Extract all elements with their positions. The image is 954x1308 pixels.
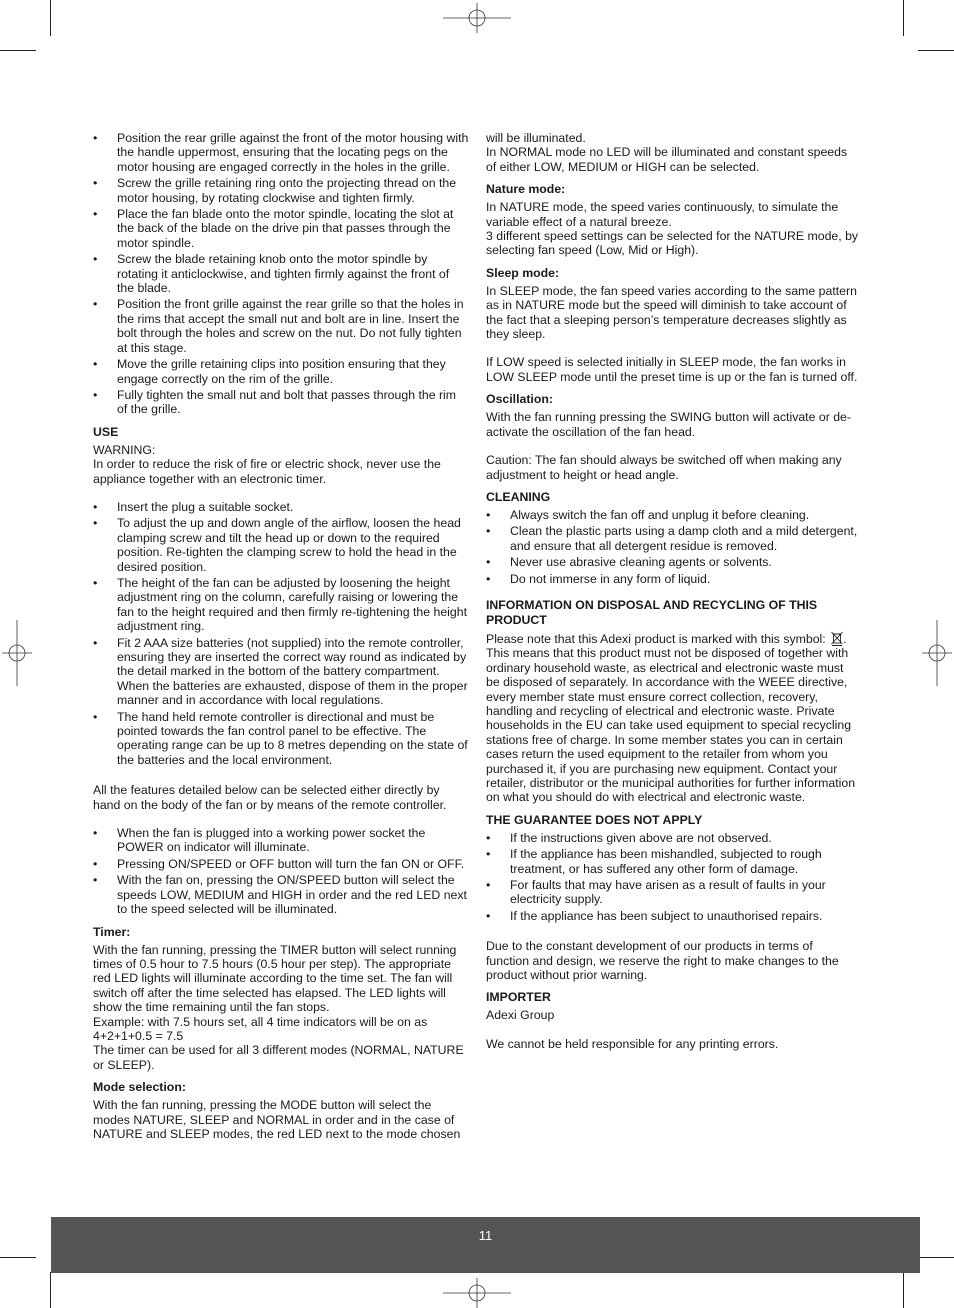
disposal-intro	[486, 631, 859, 646]
oscillation-heading: Oscillation:	[486, 392, 553, 407]
list-item: • Pressing ON/SPEED or OFF button will turn the fan ON or OFF.	[93, 857, 469, 871]
guarantee-heading: THE GUARANTEE DOES NOT APPLY	[486, 812, 703, 827]
crop-mark	[0, 1257, 36, 1258]
cleaning-list	[486, 508, 859, 586]
mode-selection-paragraph: With the fan running, pressing the MODE button will select the modes NATURE, SLEEP and NORMAL in order and in the case of NATURE and SLEEP modes, the red LED next to the mode chosen	[93, 1098, 461, 1141]
oscillation-text: With the fan running pressing the SWING button will activate or de-activate the oscillation of the fan head.	[486, 410, 851, 439]
assembly-list	[93, 131, 469, 417]
nature-mode-text: In NATURE mode, the speed varies continuously, to simulate the variable effect of a natural breeze.	[486, 200, 839, 229]
registration-mark-icon	[443, 1278, 511, 1308]
list-item: • If the appliance has been subject to unauthorised repairs.	[486, 909, 859, 923]
timer-example: Example: with 7.5 hours set, all 4 time indicators will be on as 4+2+1+0.5 = 7.5	[93, 1014, 428, 1043]
list-item: • Position the front grille against the rear grille so that the holes in the rims that accept the small nut and bolt are in line. Insert the bolt through the holes and screw on the nut. Do not fully tighten at this stage.	[93, 297, 469, 355]
crop-mark	[903, 0, 904, 36]
list-item: • Screw the blade retaining knob onto the motor spindle by rotating it anticlockwise, and tighten firmly against the front of the blade.	[93, 252, 469, 295]
use-list	[93, 500, 469, 767]
warning-label: WARNING:	[93, 442, 156, 457]
left-column	[93, 131, 469, 1141]
list-item: • Fully tighten the small nut and bolt that passes through the rim of the grille.	[93, 388, 469, 417]
sleep-mode-text: In SLEEP mode, the fan speed varies according to the same pattern as in NATURE mode but the speed will diminish to take account of the fact that a sleeping person’s temperature decreases slightly as they sleep.	[486, 283, 857, 342]
features-list	[93, 826, 469, 916]
features-text: All the features detailed below can be selected either directly by hand on the body of the fan or by means of the remote controller.	[93, 783, 447, 812]
list-item: • Do not immerse in any form of liquid.	[486, 572, 859, 586]
list-item: • Position the rear grille against the front of the motor housing with the handle uppermost, ensuring that the locating pegs on the motor housing are engaged correctly in the holes in the grille.	[93, 131, 469, 174]
right-column	[486, 131, 859, 1051]
use-heading: USE	[93, 424, 119, 439]
footer-bar	[51, 1217, 920, 1273]
list-item: • Insert the plug a suitable socket.	[93, 500, 469, 514]
list-item: • The hand held remote controller is directional and must be pointed towards the fan control panel to be effective. The operating range can be up to 8 metres depending on the state of the batteries and the local environment.	[93, 710, 469, 768]
sleep-mode-low: If LOW speed is selected initially in SLEEP mode, the fan works in LOW SLEEP mode until the preset time is up or the fan is turned off.	[486, 355, 858, 384]
list-item: • Clean the plastic parts using a damp cloth and a mild detergent, and ensure that all detergent residue is removed.	[486, 524, 859, 553]
crop-mark	[918, 1257, 954, 1258]
crop-mark	[50, 0, 51, 36]
list-item: • When the fan is plugged into a working power socket the POWER on indicator will illuminate.	[93, 826, 469, 855]
disposal-intro-end: .	[843, 631, 847, 646]
list-item: • If the appliance has been mishandled, subjected to rough treatment, or has suffered any other form of damage.	[486, 847, 859, 876]
guarantee-list	[486, 831, 859, 923]
development-text: Due to the constant development of our products in terms of function and design, we reserve the right to make changes to the product without prior warning.	[486, 939, 839, 983]
list-item: • Fit 2 AAA size batteries (not supplied) into the remote controller, ensuring they are inserted the correct way round as indicated by the detail marked in the bottom of the battery compartment. When the batteries are exhausted, dispose of them in the proper manner and in accordance with local regulations.	[93, 636, 469, 708]
list-item: • With the fan on, pressing the ON/SPEED button will select the speeds LOW, MEDIUM and HIGH in order and the red LED next to the speed selected will be illuminated.	[93, 873, 469, 916]
list-item: • To adjust the up and down angle of the airflow, loosen the head clamping screw and tilt the head up or down to the required position. Re-tighten the clamping screw to hold the head in the desired position.	[93, 516, 469, 574]
timer-paragraph: With the fan running, pressing the TIMER button will select running times of 0.5 hour to 7.5 hours (0.5 hour per step). The appropriate red LED lights will illuminate according to the time set. The fan will switch off after the time selected has elapsed. The LED lights will show the time remaining until the fan stops.	[93, 942, 457, 1015]
disposal-intro-text: Please note that this Adexi product is marked with this symbol:	[486, 631, 826, 646]
page-number: 11	[478, 1228, 493, 1243]
list-item: • Always switch the fan off and unplug it before cleaning.	[486, 508, 859, 522]
timer-heading: Timer:	[93, 924, 131, 939]
crossed-out-wheelie-bin-icon	[831, 631, 843, 646]
list-item: • Place the fan blade onto the motor spindle, locating the slot at the back of the blade on the drive pin that passes through the motor spindle.	[93, 207, 469, 250]
crop-mark	[50, 1272, 51, 1308]
disposal-text: This means that this product must not be disposed of together with ordinary household waste, as electrical and electronic waste must be disposed of separately. In accordance with the WEEE directive, every member state must ensure correct collection, recovery, handling and recycling of electrical and electronic waste. Private households in the EU can take used equipment to special recycling stations free of charge. In some member states you can in certain cases return the used equipment to the retailer from whom you purchased it, if you are purchasing new equipment. Contact your retailer, distributor or the municipal authorities for further information on what you should do with electrical and electronic waste.	[486, 646, 856, 805]
timer-modes: The timer can be used for all 3 different modes (NORMAL, NATURE or SLEEP).	[93, 1043, 464, 1072]
nature-mode-heading: Nature mode:	[486, 182, 566, 197]
registration-mark-icon	[443, 3, 511, 33]
list-item: • The height of the fan can be adjusted by loosening the height adjustment ring on the column, carefully raising or lowering the fan to the height required and then firmly re-tightening the height adjustment ring.	[93, 576, 469, 634]
importer-heading: IMPORTER	[486, 990, 551, 1005]
printing-errors-text: We cannot be held responsible for any printing errors.	[486, 1036, 779, 1051]
crop-mark	[918, 50, 954, 51]
registration-mark-icon	[2, 620, 32, 686]
mode-selection-heading: Mode selection:	[93, 1080, 186, 1095]
sleep-mode-heading: Sleep mode:	[486, 265, 560, 280]
list-item: • Move the grille retaining clips into position ensuring that they engage correctly on the rim of the grille.	[93, 357, 469, 386]
importer-name: Adexi Group	[486, 1008, 555, 1023]
warning-text: In order to reduce the risk of fire or electric shock, never use the appliance together with an electronic timer.	[93, 457, 441, 486]
list-item: • Never use abrasive cleaning agents or solvents.	[486, 555, 859, 569]
crop-mark	[903, 1272, 904, 1308]
cleaning-heading: CLEANING	[486, 489, 551, 504]
list-item: • For faults that may have arisen as a result of faults in your electricity supply.	[486, 878, 859, 907]
caution-text: Caution: The fan should always be switched off when making any adjustment to height or head angle.	[486, 453, 842, 482]
list-item: • If the instructions given above are not observed.	[486, 831, 859, 845]
list-item: • Screw the grille retaining ring onto the projecting thread on the motor housing, by rotating clockwise and tighten firmly.	[93, 176, 469, 205]
mode-selection-continued: will be illuminated.	[486, 131, 586, 145]
nature-mode-speeds: 3 different speed settings can be selected for the NATURE mode, by selecting fan speed (Low, Mid or High).	[486, 229, 859, 258]
crop-mark	[0, 50, 36, 51]
registration-mark-icon	[922, 620, 952, 686]
disposal-heading: INFORMATION ON DISPOSAL AND RECYCLING OF THIS PRODUCT	[486, 597, 818, 627]
normal-mode-text: In NORMAL mode no LED will be illuminated and constant speeds of either LOW, MEDIUM or HIGH can be selected.	[486, 145, 848, 174]
